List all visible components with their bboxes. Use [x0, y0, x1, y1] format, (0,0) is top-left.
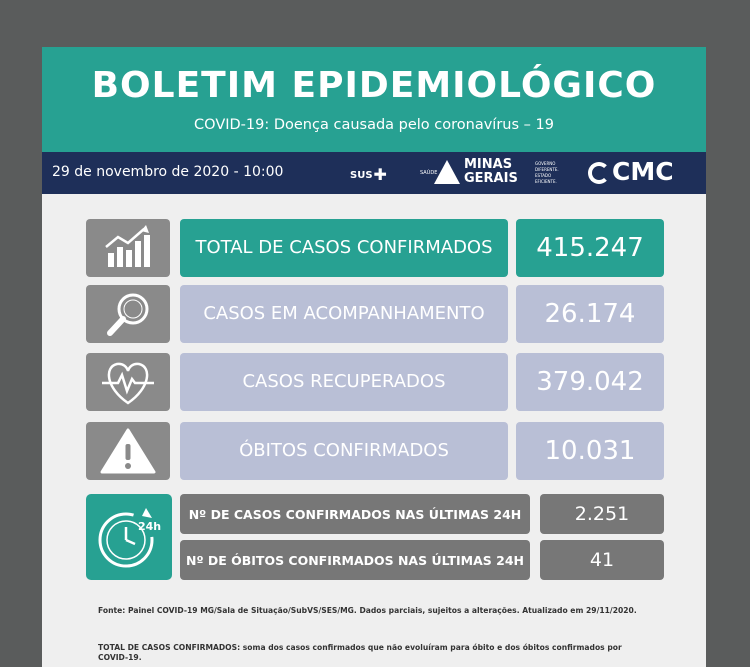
mg-logo-line2: GERAIS: [464, 171, 518, 186]
clock-24h-icon: [86, 494, 172, 580]
stat-value-deaths: 10.031: [516, 422, 664, 480]
mg-gov-text: [535, 161, 559, 185]
stat-value-total-cases: 415.247: [516, 219, 664, 277]
bulletin-header: [42, 47, 706, 152]
mg-saude-text: SAÚDE: [420, 170, 438, 176]
definition-footnote: TOTAL DE CASOS CONFIRMADOS: soma dos casos confirmados que não evoluíram para óbito e dos óbitos confirmados por COVID-19.: [98, 643, 622, 662]
mg-gov-line: ESTADO: [535, 173, 552, 178]
mg-logo-line1: MINAS: [464, 157, 513, 172]
mg-gov-line: GOVERNO: [535, 161, 556, 166]
warning-icon: [86, 422, 170, 480]
cmc-mark-icon: [588, 162, 610, 184]
stat-label-cases-24h: Nº DE CASOS CONFIRMADOS NAS ÚLTIMAS 24H: [180, 494, 530, 534]
cross-icon: ✚: [373, 165, 387, 184]
source-footnote: Fonte: Painel COVID-19 MG/Sala de Situação/SubVS/SES/MG. Dados parciais, sujeitos a alterações. Atualizado em 29/11/2020.: [98, 606, 637, 615]
sus-logo: [350, 165, 387, 184]
stat-value-cases-24h: 2.251: [540, 494, 664, 534]
stat-label-total-cases: TOTAL DE CASOS CONFIRMADOS: [180, 219, 508, 277]
stat-label-recovered: CASOS RECUPERADOS: [180, 353, 508, 411]
stat-label-deaths-24h: Nº DE ÓBITOS CONFIRMADOS NAS ÚLTIMAS 24H: [180, 540, 530, 580]
icon-24h-text: 24h: [138, 520, 162, 533]
bar-chart-icon: [86, 219, 170, 277]
heartbeat-icon: [86, 353, 170, 411]
mg-logo-text: [464, 158, 518, 186]
cmc-logo: [588, 157, 674, 186]
mg-gov-line: DIFERENTE.: [535, 167, 559, 172]
stat-label-deaths: ÓBITOS CONFIRMADOS: [180, 422, 508, 480]
page-title: BOLETIM EPIDEMIOLÓGICO: [91, 65, 657, 106]
stat-value-recovered: 379.042: [516, 353, 664, 411]
stat-label-monitoring: CASOS EM ACOMPANHAMENTO: [180, 285, 508, 343]
sus-logo-text: SUS: [350, 170, 373, 181]
stat-value-deaths-24h: 41: [540, 540, 664, 580]
report-date: 29 de novembro de 2020 - 10:00: [52, 164, 284, 180]
info-bar: [42, 152, 706, 194]
mountain-icon: [434, 160, 460, 184]
stat-value-monitoring: 26.174: [516, 285, 664, 343]
mg-gov-line: EFICIENTE.: [535, 179, 557, 184]
page-subtitle: COVID-19: Doença causada pelo coronavírus – 19: [194, 117, 554, 133]
cmc-logo-text: CMC: [612, 157, 674, 186]
magnifier-icon: [86, 285, 170, 343]
bulletin-card: [42, 47, 706, 667]
